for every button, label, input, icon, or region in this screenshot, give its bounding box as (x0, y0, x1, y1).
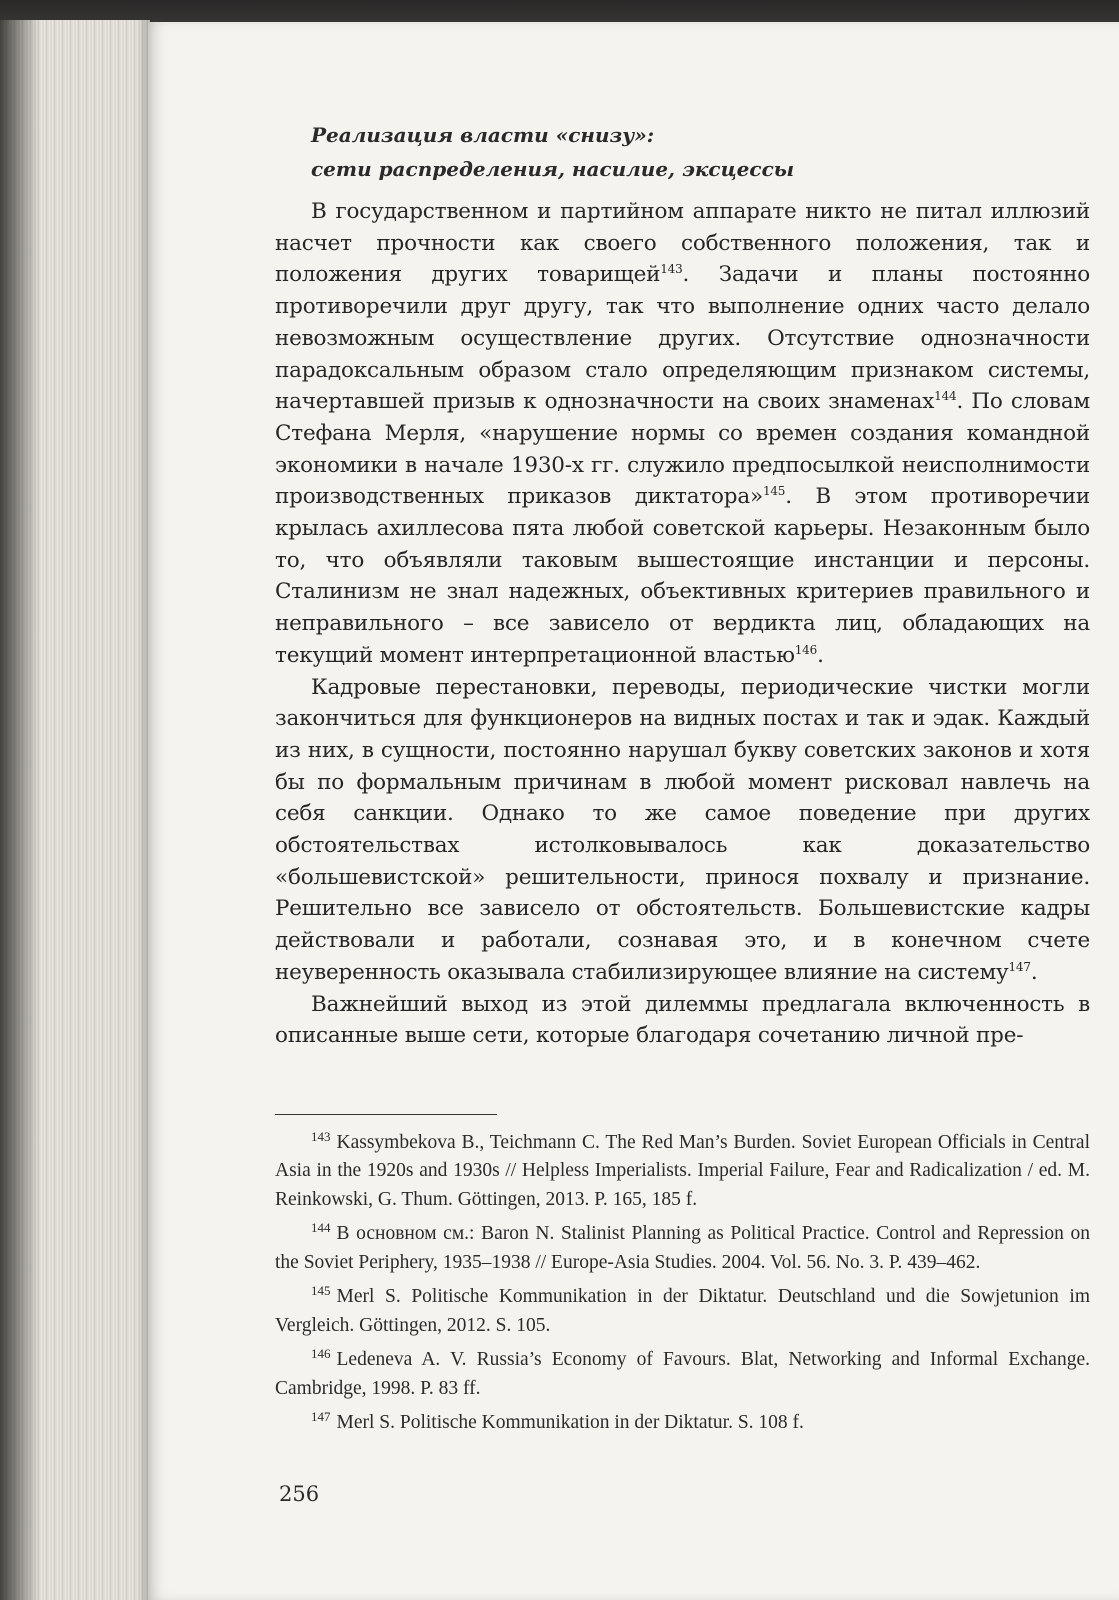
section-heading-line-2: сети распределения, насилие, эксцессы (311, 157, 795, 181)
footnote-text: Kassymbekova B., Teichmann C. The Red Man’s Burden. Soviet European Officials in Central Asia in the 1920s and 1930s // Helpless Imperialists. Imperial Failure, Fear and Radicalization / ed. M. Reinkowski, G. Thum. Göttingen, 2013. P. 165, 185 f. (275, 1131, 1090, 1210)
footnote-number: 145 (311, 1283, 331, 1299)
body-paragraph (275, 989, 1090, 1052)
footnote (275, 1409, 1090, 1438)
footnote-reference[interactable]: 144 (934, 389, 957, 404)
footnote-reference[interactable]: 143 (660, 262, 683, 277)
body-paragraph (275, 196, 1090, 672)
footnote (275, 1129, 1090, 1215)
body-paragraph (275, 672, 1090, 989)
paragraph-text: Важнейший выход из этой дилеммы предлагала включенность в описанные выше сети, которые благодаря сочетанию личной пре- (275, 991, 1090, 1049)
page-number: 256 (279, 1482, 320, 1506)
footnote-separator (275, 1114, 497, 1115)
body-text (275, 196, 1090, 1052)
footnote-reference[interactable]: 145 (762, 484, 786, 499)
page-content (275, 118, 1090, 1444)
paragraph-text: В государственном и партийном аппарате никто не питал иллюзий насчет прочности как своего собственного положения, так и положения других товарищей (275, 199, 1090, 288)
footnote-number: 147 (311, 1409, 331, 1425)
paragraph-text: Кадровые перестановки, переводы, периодические чистки могли закончиться для функционеров на видных постах и так и эдак. Каждый из них, в сущности, постоянно нарушал букву советских законов и хотя бы по формальным причинам в любой момент рисковал навлечь на себя санкции. Однако то же самое поведение при других обстоятельствах истолковывалось как доказательство «большевистской» решительности, принося похвалу и признание. Решительно все зависело от обстоятельств. Большевистские кадры действовали и работали, сознавая это, и в конечном счете неуверенность оказывала стабилизирующее влияние на систему (275, 674, 1090, 985)
paragraph-text: . (817, 642, 824, 668)
footnote (275, 1220, 1090, 1277)
footnotes (275, 1129, 1090, 1438)
section-heading (311, 118, 1090, 186)
section-heading-line-1: Реализация власти «снизу»: (311, 123, 655, 147)
footnote (275, 1346, 1090, 1403)
book-page (148, 22, 1119, 1600)
footnote-text: Merl S. Politische Kommunikation in der Diktatur. Deutschland und die Sowjetunion im Vergleich. Göttingen, 2012. S. 105. (275, 1286, 1090, 1336)
footnote-number: 143 (311, 1128, 331, 1144)
footnote-text: В основном см.: Baron N. Stalinist Planning as Political Practice. Control and Repression on the Soviet Periphery, 1935–1938 // Europe-Asia Studies. 2004. Vol. 56. No. 3. P. 439–462. (275, 1223, 1090, 1273)
paragraph-text: . В этом противоречии крылась ахиллесова пята любой советской карьеры. Незаконным было то, что объявляли таковым вышестоящие инстанции и персоны. Сталинизм не знал надежных, объективных критериев правильного и неправильного – все зависело от вердикта лиц, обладающих на текущий момент интерпретационной властью (275, 484, 1090, 668)
footnote-text: Merl S. Politische Kommunikation in der Diktatur. S. 108 f. (336, 1412, 804, 1434)
footnote-reference[interactable]: 147 (1008, 959, 1031, 974)
paragraph-text: . По словам Стефана Мерля, «нарушение нормы со времен создания командной экономики в начале 1930-х гг. служило предпосылкой неисполнимости производственных приказов диктатора» (275, 389, 1090, 510)
footnote-number: 144 (311, 1220, 331, 1236)
footnote-number: 146 (311, 1346, 331, 1362)
footnote (275, 1283, 1090, 1340)
footnote-reference[interactable]: 146 (794, 642, 818, 657)
book-page-edges (0, 20, 150, 1600)
paragraph-text: . Задачи и планы постоянно противоречили друг другу, так что выполнение одних часто делало невозможным осуществление других. Отсутствие однозначности парадоксальным образом стало определяющим признаком системы, начертавшей призыв к однозначности на своих знаменах (275, 262, 1091, 415)
paragraph-text: . (1030, 959, 1038, 985)
footnote-text: Ledeneva A. V. Russia’s Economy of Favours. Blat, Networking and Informal Exchange. Cambridge, 1998. P. 83 ff. (275, 1349, 1090, 1399)
